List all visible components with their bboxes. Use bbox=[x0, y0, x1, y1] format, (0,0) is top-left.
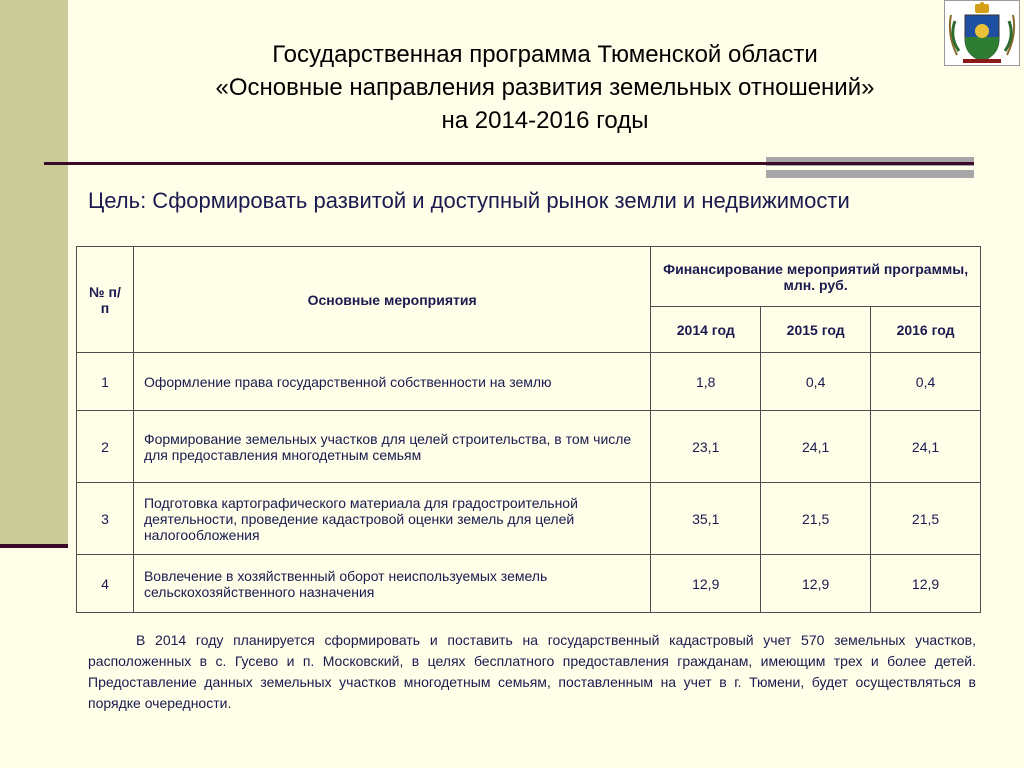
row-value-2016: 21,5 bbox=[871, 483, 981, 555]
row-value-2016: 24,1 bbox=[871, 411, 981, 483]
table-row bbox=[77, 353, 981, 411]
row-activity: Формирование земельных участков для целей строительства, в том числе для предоставления многодетным семьям bbox=[133, 411, 650, 483]
row-value-2016: 12,9 bbox=[871, 555, 981, 613]
row-value-2014: 1,8 bbox=[651, 353, 761, 411]
row-activity: Вовлечение в хозяйственный оборот неиспользуемых земель сельскохозяйственного назначения bbox=[133, 555, 650, 613]
row-value-2014: 35,1 bbox=[651, 483, 761, 555]
row-number: 1 bbox=[77, 353, 134, 411]
row-number: 4 bbox=[77, 555, 134, 613]
row-value-2015: 12,9 bbox=[761, 555, 871, 613]
program-goal: Цель: Сформировать развитой и доступный рынок земли и недвижимости bbox=[88, 188, 850, 213]
header-year-2016: 2016 год bbox=[871, 307, 981, 353]
header-activities: Основные мероприятия bbox=[133, 247, 650, 353]
row-number: 3 bbox=[77, 483, 134, 555]
title-divider bbox=[44, 162, 974, 165]
financing-table bbox=[76, 246, 981, 613]
header-number: № п/п bbox=[77, 247, 134, 353]
row-number: 2 bbox=[77, 411, 134, 483]
title-line-3: на 2014-2016 годы bbox=[441, 107, 649, 134]
row-activity: Оформление права государственной собственности на землю bbox=[133, 353, 650, 411]
program-note: В 2014 году планируется сформировать и поставить на государственный кадастровый учет 570 земельных участков, расположенных в с. Гусево и п. Московский, в целях бесплатного предоставления гражданам, имеющим трех и более детей. Предоставление данных земельных участков многодетным семьям, поставленным на учет в г. Тюмени, будет осуществляться в порядке очередности. bbox=[88, 632, 976, 711]
row-activity: Подготовка картографического материала для градостроительной деятельности, проведение кадастровой оценки земель для целей налогообложения bbox=[133, 483, 650, 555]
row-value-2014: 23,1 bbox=[651, 411, 761, 483]
title-decor-bar-bottom bbox=[766, 170, 974, 178]
left-decor-rule bbox=[0, 544, 68, 548]
left-decor-band bbox=[0, 0, 68, 548]
row-value-2015: 24,1 bbox=[761, 411, 871, 483]
header-financing: Финансирование мероприятий программы, млн. руб. bbox=[651, 247, 981, 307]
row-value-2015: 21,5 bbox=[761, 483, 871, 555]
header-year-2014: 2014 год bbox=[651, 307, 761, 353]
slide-title bbox=[110, 38, 980, 137]
table-row bbox=[77, 411, 981, 483]
row-value-2015: 0,4 bbox=[761, 353, 871, 411]
row-value-2016: 0,4 bbox=[871, 353, 981, 411]
table-row bbox=[77, 555, 981, 613]
header-year-2015: 2015 год bbox=[761, 307, 871, 353]
row-value-2014: 12,9 bbox=[651, 555, 761, 613]
title-line-1: Государственная программа Тюменской области bbox=[272, 41, 818, 68]
title-line-2: «Основные направления развития земельных отношений» bbox=[215, 74, 875, 101]
table-header-row bbox=[77, 247, 981, 307]
table-row bbox=[77, 483, 981, 555]
